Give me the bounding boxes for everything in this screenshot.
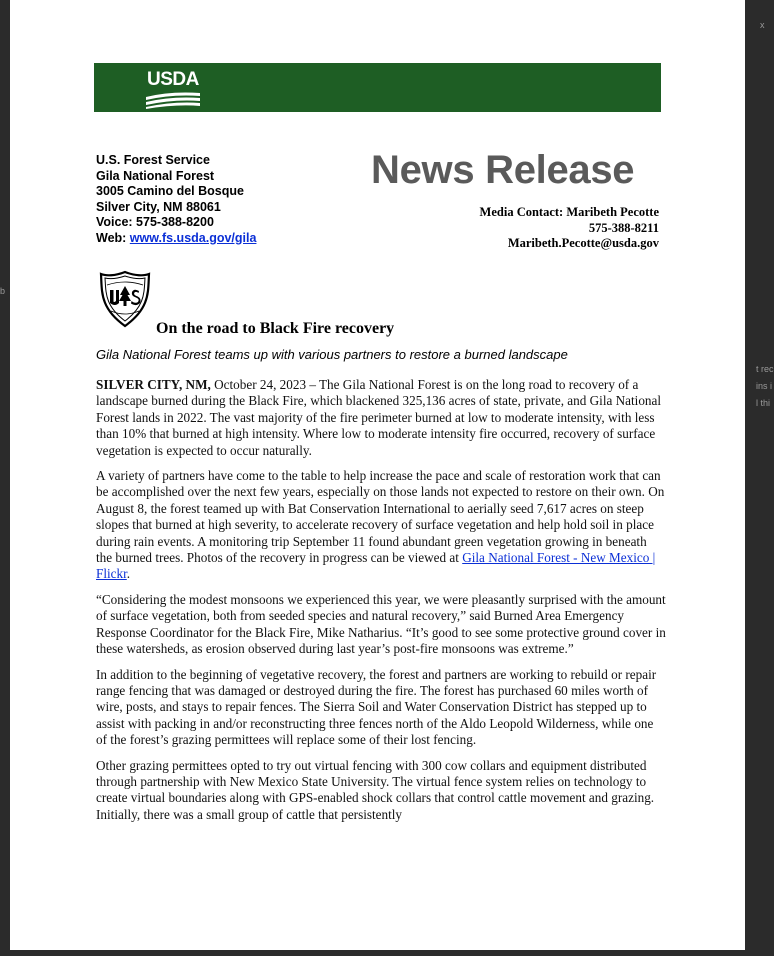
document-page <box>10 0 745 950</box>
usda-banner <box>94 63 661 112</box>
background-text-fragment: x <box>760 20 765 30</box>
agency-line: U.S. Forest Service <box>96 153 210 167</box>
flickr-link[interactable]: Gila National Forest - New Mexico | Flickr <box>96 550 656 582</box>
agency-web-link[interactable]: www.fs.usda.gov/gila <box>129 230 257 245</box>
background-text-fragment: t rec <box>756 364 774 374</box>
paragraph-2 <box>96 468 666 583</box>
media-contact-email: Maribeth.Pecotte@usda.gov <box>507 236 659 250</box>
background-text-fragment: b <box>0 286 6 296</box>
paragraph-2-text: A variety of partners have come to the table to help increase the pace and scale of restoration work that can be accomplished over the next few years, especially on those lands not expected to restore on their own. On August 8, the forest teamed up with Bat Conservation International to aerially seed 7,617 acres on steep slopes that burned at high severity, to accelerate recovery of surface vegetation and help hold soil in place during rain events. A monitoring trip September 11 found abundant green vegetation growing in beneath the burned trees. Photos of the recovery in progress can be viewed at <box>96 468 665 566</box>
media-contact-phone: 575-388-8211 <box>588 220 659 235</box>
agency-line: Gila National Forest <box>96 168 215 183</box>
agency-address-block <box>96 153 256 246</box>
release-body <box>96 377 666 832</box>
paragraph-2-end: . <box>126 566 131 582</box>
agency-line: 3005 Camino del Bosque <box>96 184 244 198</box>
usda-swoosh-icon <box>146 89 202 109</box>
agency-web-line <box>96 231 256 247</box>
paragraph-5: Other grazing permittees opted to try out virtual fencing with 300 cow collars and equipment distributed through partnership with New Mexico State University. The virtual fence system relies on technology to create virtual boundaries along with GPS-enabled shock collars that control cattle movement and grazing. Initially, there was a small group of cattle that persistently <box>96 757 655 822</box>
dateline: SILVER CITY, NM, <box>96 377 211 392</box>
news-release-title: News Release <box>371 148 635 192</box>
forest-service-shield-icon <box>98 270 152 328</box>
release-headline: On the road to Black Fire recovery <box>156 320 395 337</box>
usda-logo-text: USDA <box>147 69 199 90</box>
release-subheadline: Gila National Forest teams up with various partners to restore a burned landscape <box>96 347 568 362</box>
agency-line: Voice: 575-388-8200 <box>96 215 214 229</box>
paragraph-4: In addition to the beginning of vegetative recovery, the forest and partners are working to rebuild or repair range fencing that was damaged or destroyed during the fire. The forest has purchased 60 miles worth of wire, posts, and stays to repair fences. The Sierra Soil and Water Conservation District has stepped up to assist with packing in and/or reconstructing three fences north of the Aldo Leopold Wilderness, while one of the forest’s grazing permittees will replace some of their lost fencing. <box>96 666 657 748</box>
usda-logo <box>146 69 202 107</box>
web-label: Web: <box>96 230 130 245</box>
paragraph-1 <box>96 377 666 459</box>
background-text-fragment: l thi <box>756 398 771 408</box>
paragraph-3: “Considering the modest monsoons we experienced this year, we were pleasantly surprised with the amount of surface vegetation, both from seeded species and natural recovery,” said Burned Area Emergency Response Coordinator for the Black Fire, Mike Natharius. “It’s good to see some protective ground cover in these watersheds, as erosion observed during last year’s post-fire monsoons was extreme.” <box>96 591 666 657</box>
agency-line: Silver City, NM 88061 <box>96 199 221 214</box>
paragraph-1-text: October 24, 2023 – The Gila National Forest is on the long road to recovery of a landscape burned during the Black Fire, which blackened 325,136 acres of state, private, and Gila National Forest lands in 2022. The vast majority of the fire perimeter burned at low to moderate intensity, with less than 10% that burned at high intensity. Where low to moderate intensity fire occurred, recovery of surface vegetation is expected to occur naturally. <box>96 377 662 458</box>
media-contact-name: Media Contact: Maribeth Pecotte <box>479 205 659 219</box>
background-text-fragment: ins i <box>756 381 773 391</box>
media-contact-block <box>480 205 659 252</box>
